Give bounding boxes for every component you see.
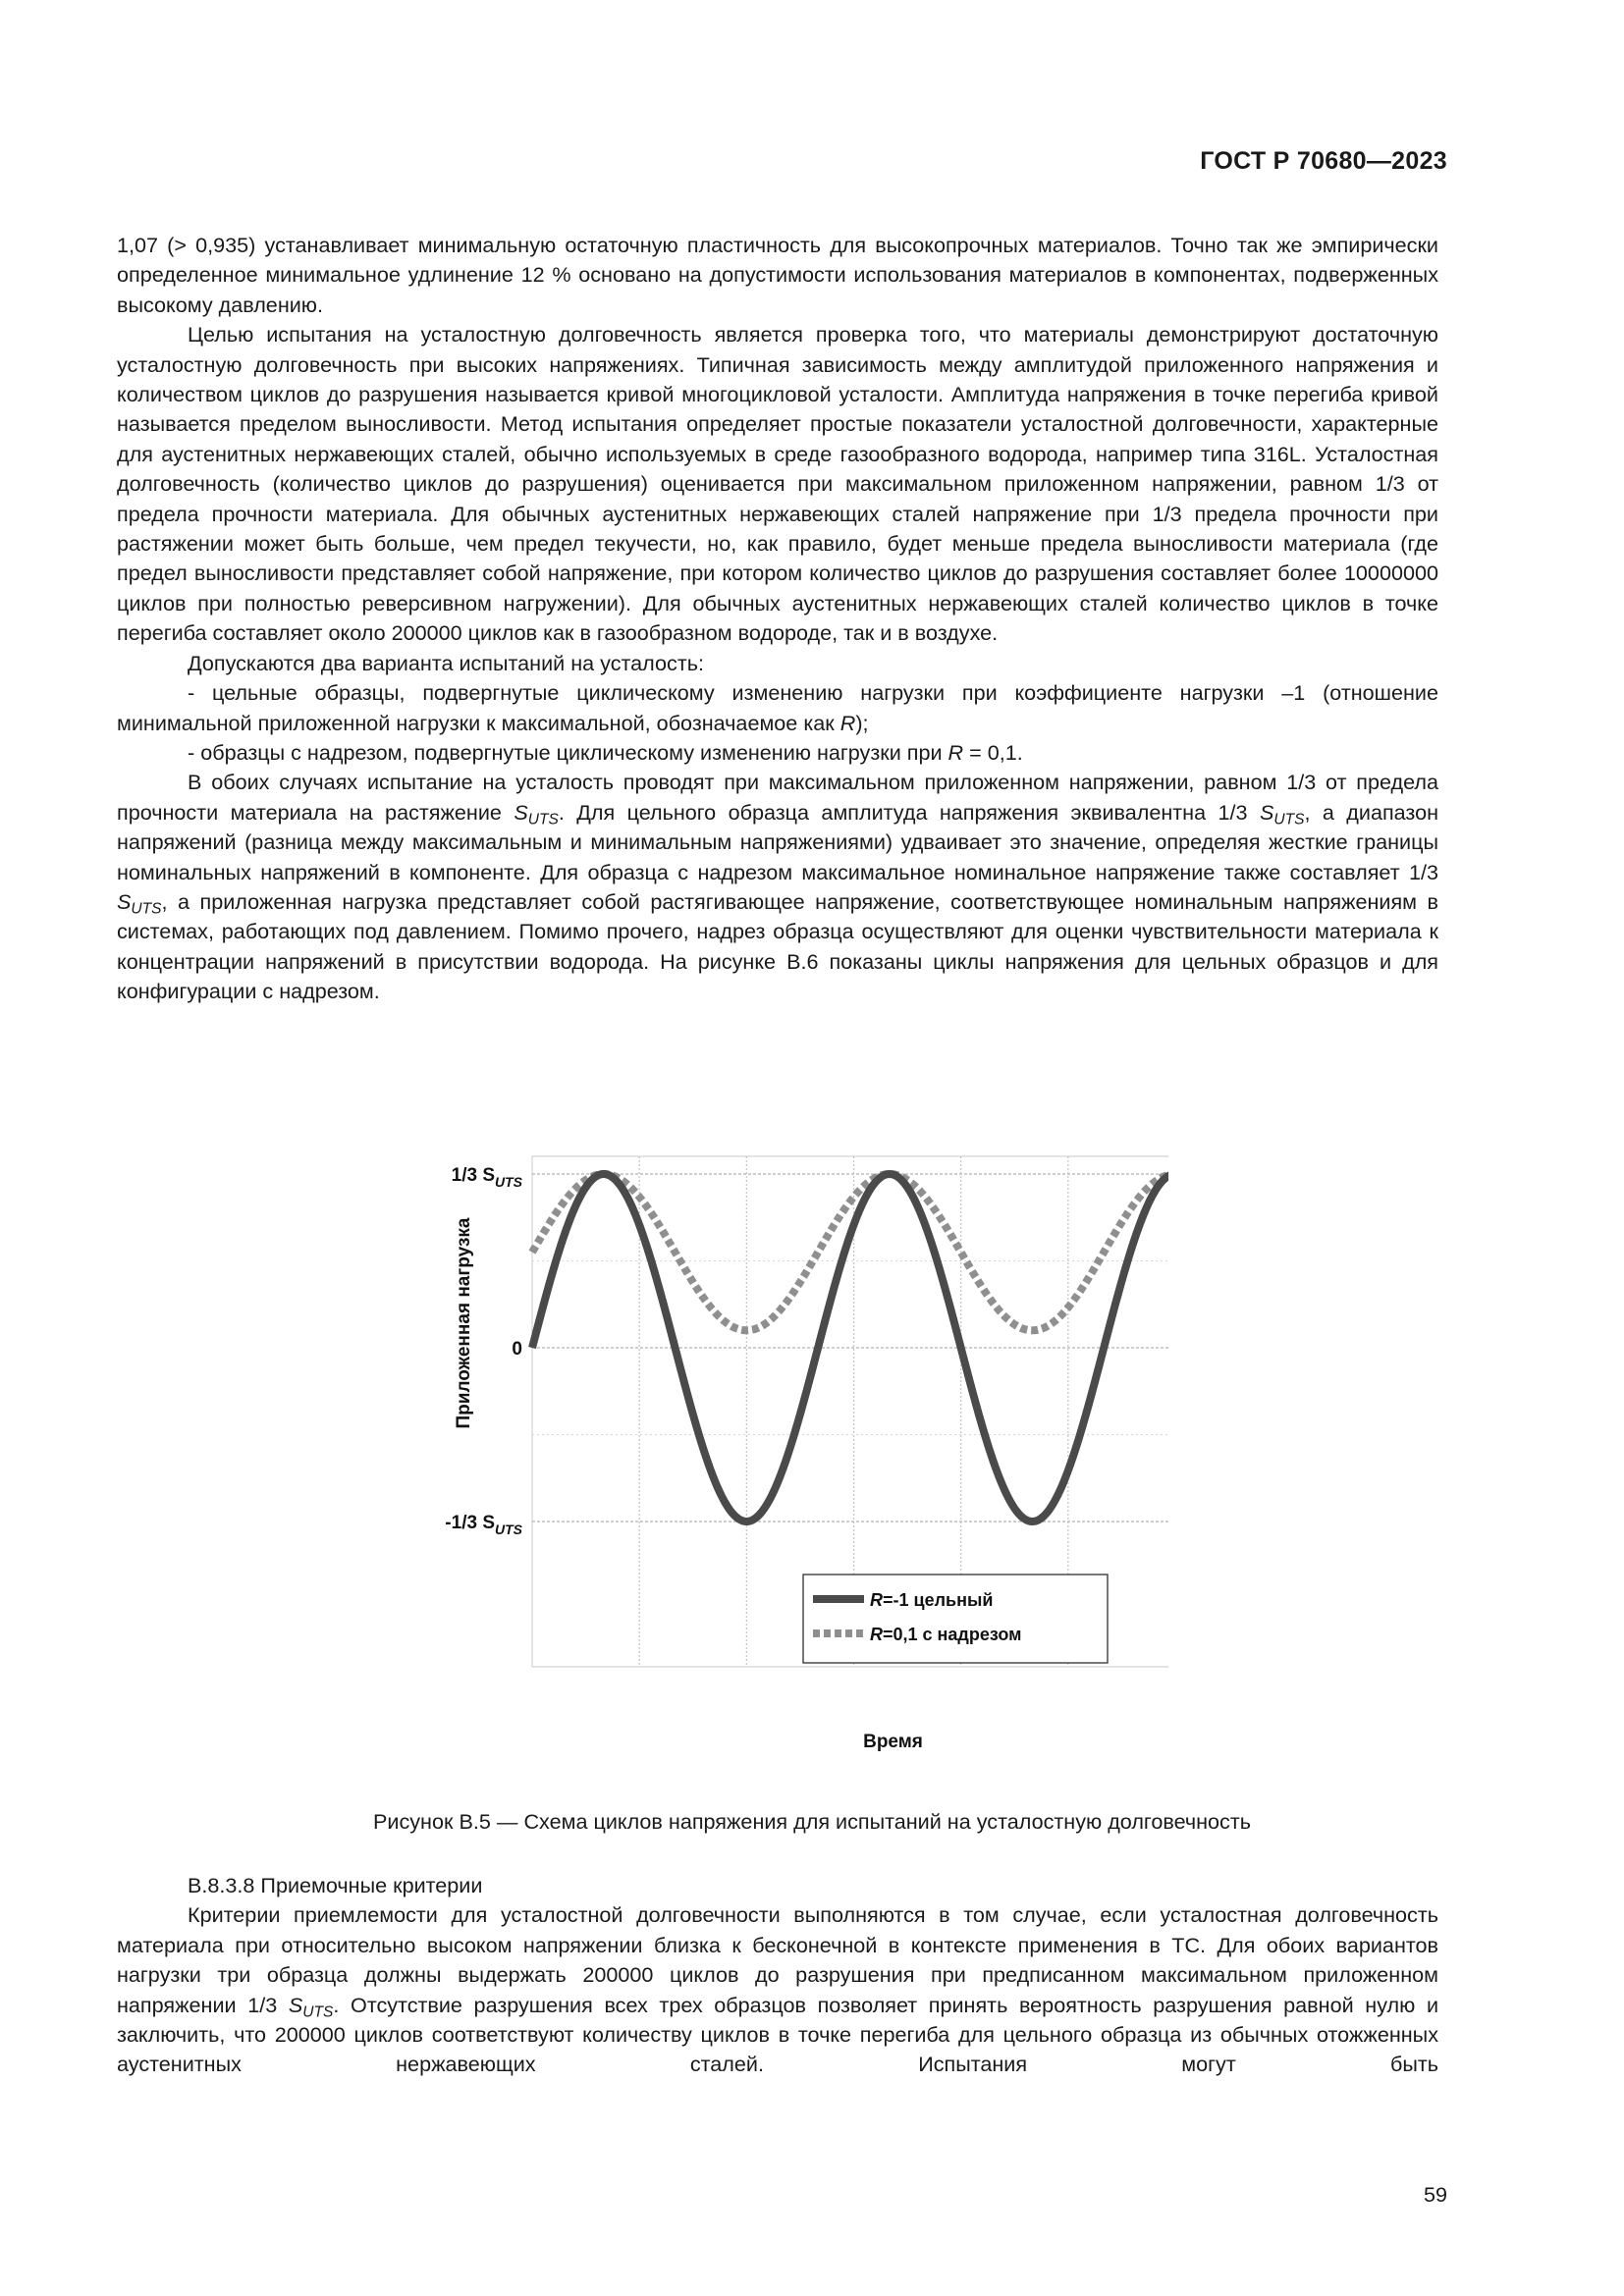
list-item-solid-specimens <box>117 678 1438 738</box>
y-tick-main: 0 <box>512 1339 522 1360</box>
y-tick-label <box>512 1339 522 1360</box>
text-run: ); <box>855 710 869 735</box>
figure-stress-cycles <box>422 1119 1168 1777</box>
legend-label <box>870 1625 1021 1644</box>
text-run: В обоих случаях испытание на усталость проводят при максимальном приложенном напряжении, равном 1/3 от предела прочности материала на растяжение <box>117 770 1438 825</box>
document-header: ГОСТ Р 70680—2023 <box>1200 147 1447 175</box>
body-text-bottom <box>117 1871 1438 2080</box>
text-run: Допускаются два варианта испытаний на усталость: <box>188 650 704 675</box>
text-run: , а диапазон напряжений (разница между максимальным и минимальным напряжениями) удваивает это значение, определяя жесткие границы номинальных напряжений в компоненте. Для образца с надрезом максимальное номинальное напряжение также составляет 1/3 <box>117 799 1439 884</box>
y-tick-sub: UTS <box>495 1174 522 1190</box>
text-run: . Отсутствие разрушения всех трех образцов позволяет принять вероятность разрушения равной нулю и заключить, что 200000 циклов соответствуют количеству циклов в точке перегиба для цельного образца из обычных отожженных аустенитных нержавеющих сталей. Испытания могут быть <box>117 1992 1439 2077</box>
section-heading-acceptance-criteria <box>117 1871 1438 1900</box>
italic-run: S <box>514 799 528 825</box>
list-item-notched-specimens <box>117 738 1438 768</box>
subscript-run: UTS <box>527 811 559 828</box>
y-axis-label: Приложенная нагрузка <box>454 1217 474 1429</box>
legend-label-prefix: R <box>870 1590 883 1610</box>
text-run: В.8.3.8 Приемочные критерии <box>188 1873 483 1897</box>
text-run: 1,07 (> 0,935) устанавливает минимальную остаточную пластичность для высокопрочных материалов. Точно так же эмпирически определенное минимальное удлинение 12 % основано на допустимости использования материалов в компонентах, подверженных высокому давлению. <box>117 233 1438 317</box>
italic-run: S <box>117 888 132 914</box>
stress-cycles-chart <box>422 1119 1168 1777</box>
y-tick-label <box>445 1513 522 1537</box>
text-run: = 0,1. <box>963 739 1023 765</box>
y-tick-main: -1/3 S <box>445 1513 495 1533</box>
body-text-top <box>117 231 1438 1007</box>
text-run: - образцы с надрезом, подвергнутые циклическому изменению нагрузки при <box>188 739 948 765</box>
legend-label-rest: =-1 цельный <box>883 1590 994 1610</box>
y-tick-sub: UTS <box>495 1522 522 1537</box>
subscript-run: UTS <box>131 900 162 918</box>
x-axis-label: Время <box>863 1732 923 1752</box>
subscript-run: UTS <box>1273 811 1305 828</box>
subscript-run: UTS <box>302 2003 334 2021</box>
italic-run: S <box>1259 799 1274 825</box>
paragraph-both-cases <box>117 768 1438 1006</box>
y-tick-main: 1/3 S <box>451 1165 495 1186</box>
figure-caption: Рисунок В.5 — Схема циклов напряжения для испытаний на усталостную долговечность <box>373 1809 1251 1834</box>
text-run: , а приложенная нагрузка представляет собой растягивающее напряжение, соответствующее номинальным напряжениям в системах, работающих под давлением. Помимо прочего, надрез образца осуществляют для оценки чувствительности материала к концентрации напряжений в присутствии водорода. На рисунке В.6 показаны циклы напряжения для цельных образцов и для конфигурации с надрезом. <box>117 888 1438 1004</box>
paragraph-fatigue-purpose <box>117 320 1438 648</box>
legend-box <box>803 1575 1108 1663</box>
text-run: - цельные образцы, подвергнутые циклическому изменению нагрузки при коэффициенте нагрузки –1 (отношение минимальной приложенной нагрузки к максимальной, обозначаемое как <box>117 680 1438 735</box>
italic-run: R <box>947 739 964 765</box>
y-tick-label <box>452 1165 523 1190</box>
paragraph-continuation <box>117 231 1438 320</box>
paragraph-acceptance-criteria <box>117 1900 1438 2079</box>
italic-run: S <box>288 1992 303 2017</box>
text-run: Критерии приемлемости для усталостной долговечности выполняются в том случае, если усталостная долговечность материала при относительно высоком напряжении близка к бесконечной в контексте применения в ТС. Для обоих вариантов нагрузки три образца должны выдержать 200000 циклов до разрушения при предписанном максимальном приложенном напряжении 1/3 <box>117 1902 1438 2017</box>
italic-run: R <box>839 710 856 735</box>
legend-label-rest: =0,1 с надрезом <box>883 1625 1022 1644</box>
text-run: . Для цельного образца амплитуда напряжения эквивалентна 1/3 <box>558 799 1260 825</box>
page-number: 59 <box>1423 2182 1447 2207</box>
paragraph-test-variants <box>117 649 1438 678</box>
legend-label-prefix: R <box>870 1625 883 1644</box>
legend-label <box>870 1590 993 1610</box>
text-run: Целью испытания на усталостную долговечность является проверка того, что материалы демонстрируют достаточную усталостную долговечность при высоких напряжениях. Типичная зависимость между амплитудой приложенного напряжения и количеством циклов до разрушения называется кривой многоцикловой усталости. Амплитуда напряжения в точке перегиба кривой называется пределом выносливости. Метод испытания определяет простые показатели усталостной долговечности, характерные для аустенитных нержавеющих сталей, обычно используемых в среде газообразного водорода, например типа 316L. Усталостная долговечность (количество циклов до разрушения) оценивается при максимальном приложенном напряжении, равном 1/3 от предела прочности материала. Для обычных аустенитных нержавеющих сталей напряжение при 1/3 предела прочности при растяжении может быть больше, чем предел текучести, но, как правило, будет меньше предела выносливости материала (где предел выносливости представляет собой напряжение, при котором количество циклов до разрушения составляет более 10000000 циклов при полностью реверсивном нагружении). Для обычных аустенитных нержавеющих сталей количество циклов в точке перегиба составляет около 200000 циклов как в газообразном водороде, так и в воздухе. <box>117 322 1438 646</box>
